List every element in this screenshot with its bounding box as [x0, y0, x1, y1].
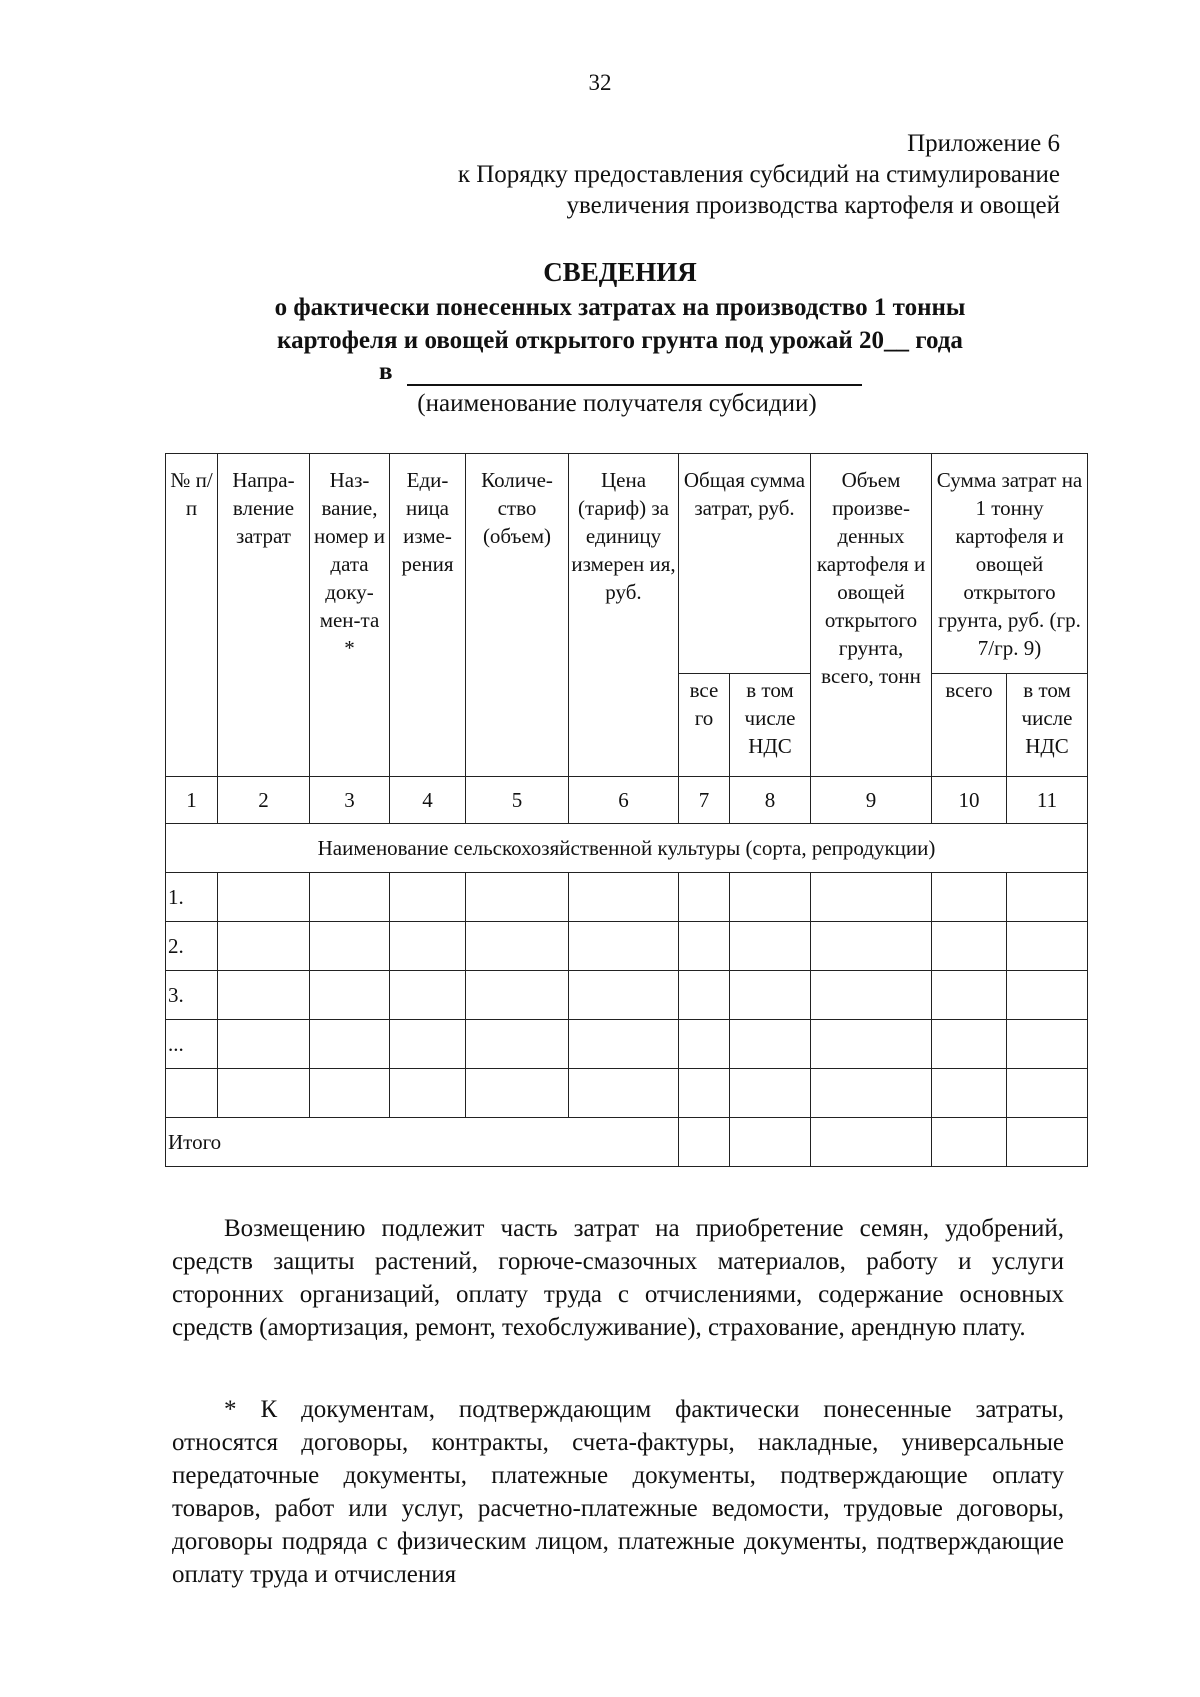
table-cell: [218, 971, 310, 1020]
document-subtitle: [0, 291, 1200, 357]
column-number: 10: [932, 777, 1007, 824]
document-title: СВЕДЕНИЯ: [543, 257, 697, 287]
table-row: [166, 1020, 1088, 1069]
table-row: [166, 1069, 1088, 1118]
appendix-reference: [458, 128, 1060, 221]
table-cell: [466, 922, 569, 971]
row-number: [166, 1069, 218, 1118]
table-cell: [679, 971, 730, 1020]
row-number: ...: [166, 1020, 218, 1069]
table-cell: [932, 873, 1007, 922]
table-cell: [218, 1069, 310, 1118]
table-cell: [811, 971, 932, 1020]
header-total: все го: [679, 674, 730, 777]
costs-table: [165, 453, 1088, 1167]
table-cell: [730, 1118, 811, 1167]
table-cell: [932, 1118, 1007, 1167]
header-per-ton-total: всего: [932, 674, 1007, 777]
column-number: 5: [466, 777, 569, 824]
table-cell: [310, 922, 390, 971]
appendix-line-3: увеличения производства картофеля и овощей: [566, 192, 1060, 219]
table-cell: [1007, 971, 1088, 1020]
column-number: 8: [730, 777, 811, 824]
table-cell: [1007, 1069, 1088, 1118]
header-cost-per-ton: Сумма затрат на 1 тонну картофеля и овощей открытого грунта, руб. (гр. 7/гр. 9): [932, 454, 1088, 674]
table-cell: [811, 1020, 932, 1069]
row-number: 1.: [166, 873, 218, 922]
table-cell: [932, 922, 1007, 971]
table-cell: [390, 873, 466, 922]
appendix-line-1: Приложение 6: [907, 130, 1060, 157]
table-cell: [218, 922, 310, 971]
table-cell: [466, 971, 569, 1020]
table-cell: [679, 873, 730, 922]
table-row: [166, 873, 1088, 922]
table-cell: [466, 873, 569, 922]
header-volume: Объем произве-денных картофеля и овощей открытого грунта, всего, тонн: [811, 454, 932, 777]
table-cell: [466, 1069, 569, 1118]
column-number: 2: [218, 777, 310, 824]
table-cell: [390, 971, 466, 1020]
table-cell: [569, 1069, 679, 1118]
table-cell: [218, 873, 310, 922]
header-per-ton-vat: в том числе НДС: [1007, 674, 1088, 777]
recipient-line: [379, 358, 862, 386]
culture-label: Наименование сельскохозяйственной культуры (сорта, репродукции): [166, 824, 1088, 873]
row-number: 3.: [166, 971, 218, 1020]
table-cell: [730, 922, 811, 971]
table-cell: [932, 971, 1007, 1020]
footnote-paragraph: * К документам, подтверждающим фактически понесенные затраты, относятся договоры, контракты, счета-фактуры, накладные, универсальные передаточные документы, платежные документы, подтверждающие оплату товаров, работ или услуг, расчетно-платежные ведомости, трудовые договоры, договоры подряда с физическим лицом, платежные документы, подтверждающие оплату труда и отчисления: [172, 1396, 1064, 1588]
column-number: 6: [569, 777, 679, 824]
table-cell: [310, 1020, 390, 1069]
table-cell: [1007, 873, 1088, 922]
table-row: [166, 922, 1088, 971]
table-cell: [730, 971, 811, 1020]
header-unit: Еди-ница изме-рения: [390, 454, 466, 777]
table-cell: [679, 1069, 730, 1118]
header-document: Наз-вание, номер и дата доку-мен-та *: [310, 454, 390, 777]
column-number: 3: [310, 777, 390, 824]
table-cell: [1007, 922, 1088, 971]
total-row: [166, 1118, 1088, 1167]
table-cell: [310, 873, 390, 922]
table-cell: [310, 971, 390, 1020]
page-number: 32: [588, 70, 612, 95]
table-cell: [569, 1020, 679, 1069]
subtitle-line-2: картофеля и овощей открытого грунта под урожай 20__ года: [277, 327, 963, 354]
table-cell: [932, 1020, 1007, 1069]
appendix-line-2: к Порядку предоставления субсидий на стимулирование: [457, 161, 1060, 188]
column-number: 11: [1007, 777, 1088, 824]
table-cell: [1007, 1020, 1088, 1069]
header-price: Цена (тариф) за единицу измерен ия, руб.: [569, 454, 679, 777]
table-cell: [811, 1069, 932, 1118]
header-number: № п/п: [166, 454, 218, 777]
table-cell: [1007, 1118, 1088, 1167]
table-cell: [466, 1020, 569, 1069]
header-cost-direction: Напра-вление затрат: [218, 454, 310, 777]
table-cell: [811, 873, 932, 922]
total-label: Итого: [166, 1118, 679, 1167]
column-number: 4: [390, 777, 466, 824]
table-cell: [811, 922, 932, 971]
table-cell: [679, 1020, 730, 1069]
column-number-row: [166, 777, 1088, 824]
table-cell: [679, 1118, 730, 1167]
table-cell: [569, 971, 679, 1020]
table-cell: [730, 1069, 811, 1118]
table-cell: [218, 1020, 310, 1069]
header-total-vat: в том числе НДС: [730, 674, 811, 777]
recipient-hint: (наименование получателя субсидии): [417, 390, 817, 417]
table-cell: [679, 922, 730, 971]
culture-row: [166, 824, 1088, 873]
table-cell: [390, 922, 466, 971]
table-cell: [569, 922, 679, 971]
table-cell: [932, 1069, 1007, 1118]
row-number: 2.: [166, 922, 218, 971]
table-cell: [730, 873, 811, 922]
column-number: 9: [811, 777, 932, 824]
reimbursement-paragraph: Возмещению подлежит часть затрат на приобретение семян, удобрений, средств защиты растений, горюче-смазочных материалов, работу и услуги сторонних организаций, оплату труда с отчислениями, содержание основных средств (амортизация, ремонт, техобслуживание), страхование, арендную плату.: [172, 1215, 1064, 1341]
header-total-costs: Общая сумма затрат, руб.: [679, 454, 811, 674]
header-quantity: Количе-ство (объем): [466, 454, 569, 777]
table-cell: [811, 1118, 932, 1167]
subtitle-line-1: о фактически понесенных затратах на производство 1 тонны: [274, 294, 966, 321]
table-row: [166, 971, 1088, 1020]
column-number: 1: [166, 777, 218, 824]
table-cell: [569, 873, 679, 922]
recipient-prefix: в: [379, 358, 393, 385]
recipient-blank-field: [407, 362, 862, 386]
table-cell: [310, 1069, 390, 1118]
table-cell: [390, 1069, 466, 1118]
column-number: 7: [679, 777, 730, 824]
table-cell: [730, 1020, 811, 1069]
table-cell: [390, 1020, 466, 1069]
